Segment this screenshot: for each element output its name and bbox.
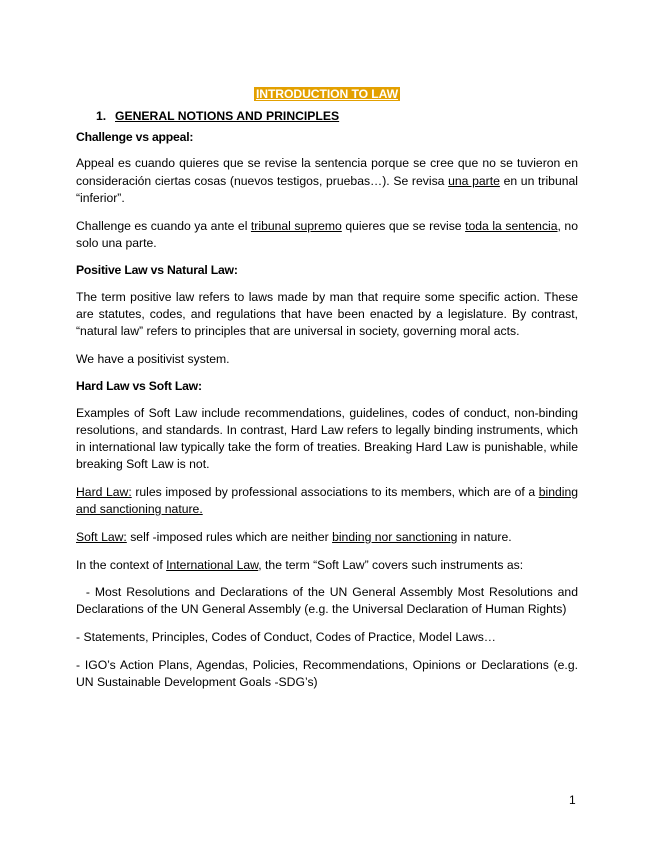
paragraph-positivist-system: We have a positivist system. (76, 351, 230, 366)
paragraph-hard-law-def: Hard Law: rules imposed by professional associations to its members, which are of a binding and sanctioning nature. (76, 484, 579, 517)
title-row (76, 86, 578, 106)
section-label: GENERAL NOTIONS AND PRINCIPLES (115, 109, 340, 123)
heading-challenge-vs-appeal: Challenge vs appeal: (76, 130, 194, 145)
paragraph-international-law: In the context of International Law, the term “Soft Law” covers such instruments as: (76, 557, 524, 572)
page-number: 1 (569, 793, 576, 807)
document-title: INTRODUCTION TO LAW (255, 87, 399, 101)
document-page (76, 86, 582, 702)
section-number: 1. (96, 109, 107, 123)
paragraph-soft-law-def: Soft Law: self -imposed rules which are neither binding nor sanctioning in nature. (76, 529, 512, 544)
paragraph-soft-law-examples: Examples of Soft Law include recommendations, guidelines, codes of conduct, non-binding resolutions, and standards. In contrast, Hard Law refers to legally binding instruments, which in international law typically take the form of treaties. Breaking Hard Law is punishable, while breaking Soft Law is not. (76, 405, 578, 472)
paragraph-appeal: Appeal es cuando quieres que se revise la sentencia porque se cree que no se tuvieron en consideración ciertas cosas (nuevos testigos, pruebas…). Se revisa una parte en un tribunal “inferior”. (76, 156, 578, 205)
list-item-un-resolutions: - Most Resolutions and Declarations of the UN General Assembly Most Resolutions and Declarations of the UN General Assembly (e.g. the Universal Declaration of Human Rights) (76, 585, 582, 617)
paragraph-challenge: Challenge es cuando ya ante el tribunal supremo quieres que se revise toda la sentencia, no solo una parte. (76, 218, 578, 250)
list-item-igo-plans: - IGO’s Action Plans, Agendas, Policies, Recommendations, Opinions or Declarations (e.g. UN Sustainable Development Goals -SDG’s) (76, 657, 578, 690)
list-item-statements: - Statements, Principles, Codes of Conduct, Codes of Practice, Model Laws… (76, 630, 496, 645)
heading-positive-vs-natural: Positive Law vs Natural Law: (76, 263, 238, 278)
paragraph-positive-law: The term positive law refers to laws made by man that require some specific action. These are statutes, codes, and regulations that have been enacted by a legislature. By contrast, “natural law” refers to principles that are universal in society, governing moral acts. (76, 289, 578, 339)
heading-hard-vs-soft: Hard Law vs Soft Law: (76, 379, 202, 394)
section-heading (96, 108, 578, 125)
